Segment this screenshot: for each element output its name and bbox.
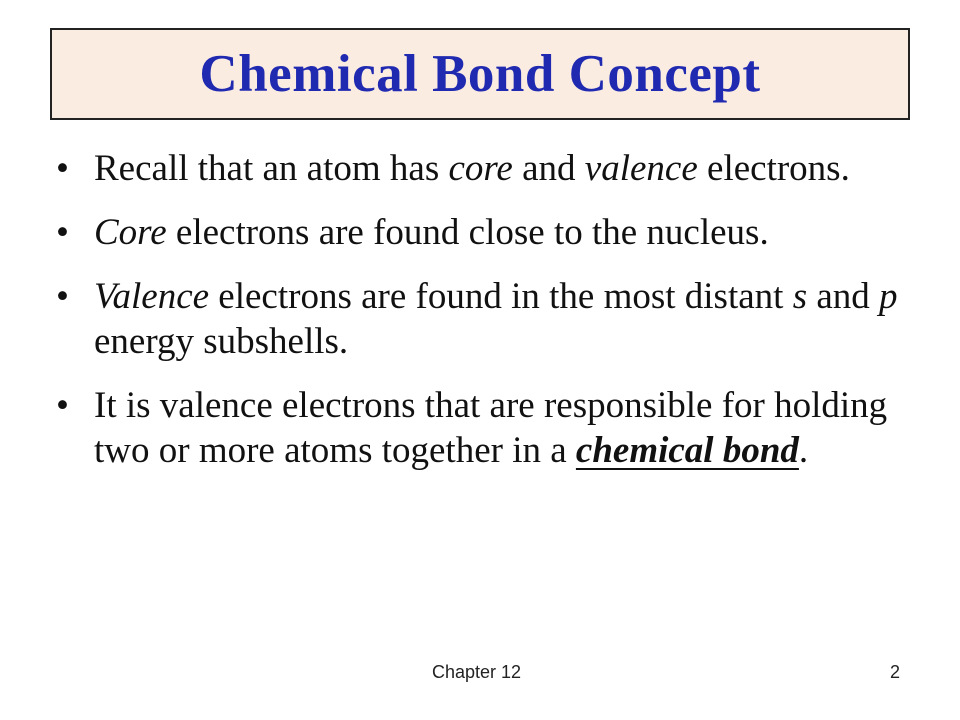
bullet-2-core-term: Core xyxy=(94,212,167,253)
bullet-1-valence-term: valence xyxy=(584,148,698,189)
footer-chapter: Chapter 12 xyxy=(432,662,522,682)
bullet-item-3 xyxy=(56,274,906,364)
bullet-3-valence-term: Valence xyxy=(94,276,210,317)
bullet-3-text-b: and xyxy=(807,276,880,317)
bullet-1-text-c: electrons. xyxy=(697,148,850,189)
bullet-3-text-a: electrons are found in the most distant xyxy=(209,276,793,317)
slide-title: Chemical Bond Concept xyxy=(199,45,761,103)
title-box xyxy=(50,28,910,120)
bullet-text xyxy=(94,274,906,364)
bullet-marker: • xyxy=(56,148,69,189)
bullet-3-text-c: energy subshells. xyxy=(94,321,349,362)
bullet-1-core-term: core xyxy=(448,148,513,189)
bullet-1-text-a: Recall that an atom has xyxy=(94,148,449,189)
bullet-2-text-a: electrons are found close to the nucleus. xyxy=(166,212,769,253)
chemical-bond-term: chemical bond xyxy=(575,430,799,471)
bullet-1-text-b: and xyxy=(512,148,585,189)
footer-page-number: 2 xyxy=(889,662,900,682)
bullet-4-text-a: It is valence electrons that are responsible for holding two or more atoms together in a xyxy=(94,385,888,471)
bullet-item-1 xyxy=(56,146,906,191)
bullet-3-s-term: s xyxy=(792,276,808,317)
bullet-marker: • xyxy=(56,212,69,253)
bullet-4-text-b: . xyxy=(798,430,809,471)
bullet-item-4 xyxy=(56,383,906,473)
bullet-text xyxy=(94,210,906,255)
bullet-text xyxy=(94,383,906,473)
bullet-list xyxy=(56,146,906,473)
bullet-marker: • xyxy=(56,276,69,317)
bullet-item-2 xyxy=(56,210,906,255)
bullet-marker: • xyxy=(56,385,69,426)
bullet-text xyxy=(94,146,906,191)
bullet-3-p-term: p xyxy=(879,276,898,317)
